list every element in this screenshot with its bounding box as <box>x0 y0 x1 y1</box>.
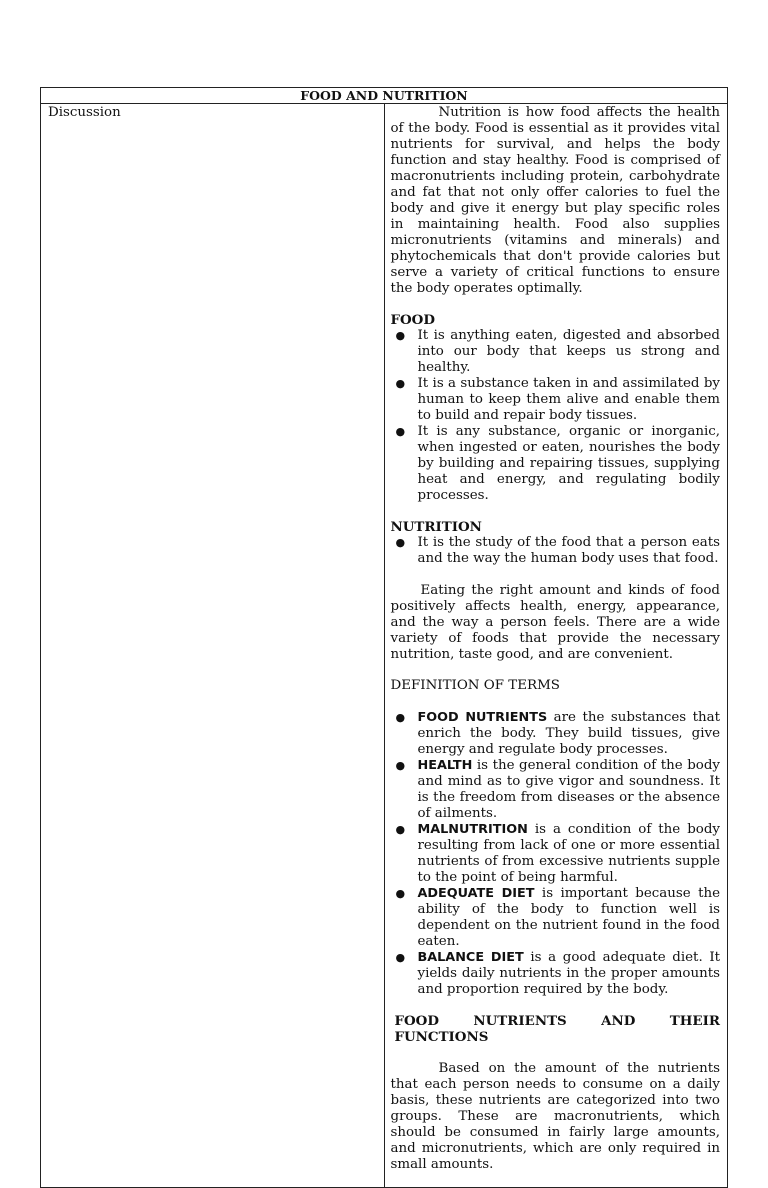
term-item <box>391 822 721 886</box>
food-heading: FOOD <box>390 312 435 328</box>
content-cell <box>384 104 728 1188</box>
bullet-icon: ● <box>395 887 406 900</box>
food-list <box>391 328 721 504</box>
list-item-text: It is anything eaten, digested and absorbed into our body that keeps us strong and healthy. <box>417 328 720 375</box>
term-name: ADEQUATE DIET <box>417 886 535 901</box>
term-definition: is the general condition of the body and mind as to give vigor and soundness. It is the freedom from diseases or the absence of ailments. <box>417 758 720 821</box>
term-item <box>391 758 721 822</box>
bullet-icon: ● <box>395 425 406 438</box>
nutrition-list <box>391 535 721 567</box>
list-item-text: It is the study of the food that a person eats and the way the human body uses that food. <box>417 535 720 566</box>
bullet-icon: ● <box>395 951 406 964</box>
list-item <box>391 424 721 504</box>
terms-list <box>391 710 721 998</box>
discussion-table <box>40 87 728 1188</box>
term-definition: are the substances that enrich the body. They build tissues, give energy and regulate body processes. <box>417 710 721 757</box>
list-item-text: It is any substance, organic or inorganic, when ingested or eaten, nourishes the body by building and repairing tissues, supplying heat and energy, and regulating bodily processes. <box>417 424 720 503</box>
term-name: FOOD NUTRIENTS <box>417 710 548 725</box>
term-item <box>391 950 721 998</box>
terms-heading: DEFINITION OF TERMS <box>390 678 560 693</box>
term-name: HEALTH <box>417 758 473 773</box>
functions-heading: FOOD NUTRIENTS AND THEIR FUNCTIONS <box>394 1013 720 1045</box>
term-name: BALANCE DIET <box>417 950 524 965</box>
term-definition: is a condition of the body resulting from lack of one or more essential nutrients of from excessive nutrients supple to the point of being harmful. <box>417 822 720 885</box>
bullet-icon: ● <box>395 823 406 836</box>
term-item <box>391 710 721 758</box>
row-label: Discussion <box>41 104 385 1188</box>
term-name: MALNUTRITION <box>417 822 528 837</box>
bullet-icon: ● <box>395 377 406 390</box>
table-title: FOOD AND NUTRITION <box>41 88 728 104</box>
nutrition-paragraph: Eating the right amount and kinds of food positively affects health, energy, appearance, and the way a person feels. There are a wide variety of foods that provide the necessary nutrition, taste good, and are convenient. <box>390 583 720 662</box>
intro-paragraph: Nutrition is how food affects the health of the body. Food is essential as it provides vital nutrients for survival, and helps the body function and stay healthy. Food is comprised of macronutrients including protein, carbohydrate and fat that not only offer calories to fuel the body and give it energy but play specific roles in maintaining health. Food also supplies micronutrients (vitamins and minerals) and phytochemicals that don't provide calories but serve a variety of critical functions to ensure the body operates optimally. <box>390 105 720 296</box>
functions-paragraph: Based on the amount of the nutrients that each person needs to consume on a daily basis, these nutrients are categorized into two groups. These are macronutrients, which should be consumed in fairly large amounts, and micronutrients, which are only required in small amounts. <box>390 1061 720 1172</box>
list-item <box>391 535 721 567</box>
list-item-text: It is a substance taken in and assimilated by human to keep them alive and enable them to build and repair body tissues. <box>417 376 720 423</box>
term-definition: is a good adequate diet. It yields daily nutrients in the proper amounts and proportion required by the body. <box>417 950 720 997</box>
list-item <box>391 328 721 376</box>
bullet-icon: ● <box>395 711 406 724</box>
bullet-icon: ● <box>395 759 406 772</box>
list-item <box>391 376 721 424</box>
nutrition-heading: NUTRITION <box>390 519 482 535</box>
term-definition: is important because the ability of the body to function well is dependent on the nutrient found in the food eaten. <box>417 886 720 949</box>
bullet-icon: ● <box>395 536 406 549</box>
bullet-icon: ● <box>395 329 406 342</box>
term-item <box>391 886 721 950</box>
